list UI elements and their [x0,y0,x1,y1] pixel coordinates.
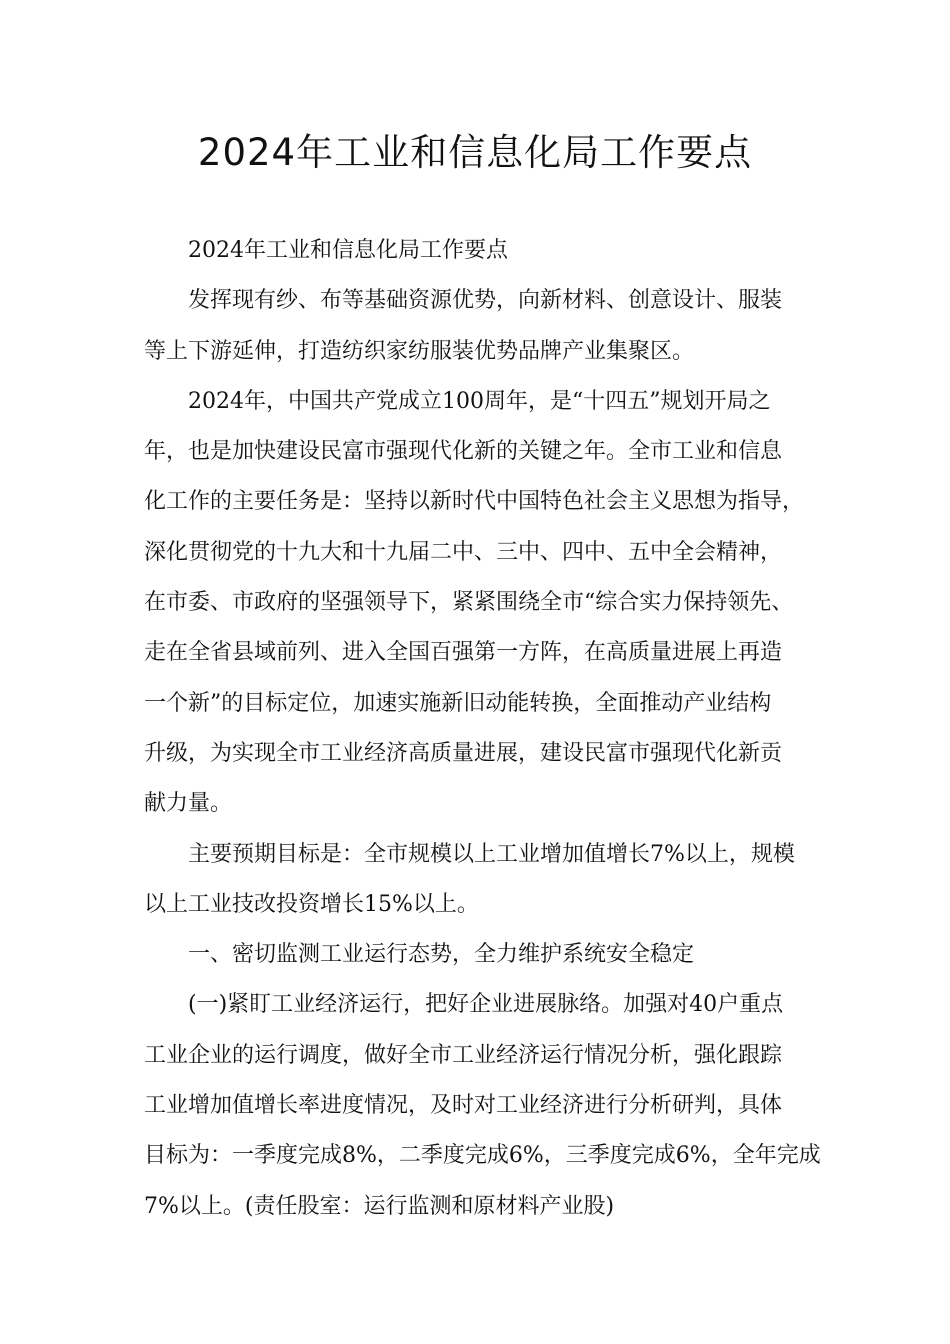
paragraph-line: 主要预期目标是：全市规模以上工业增加值增长7%以上，规模 [188,841,795,867]
paragraph-line: 以上工业技改投资增长15%以上。 [144,891,479,917]
paragraph-line: 在市委、市政府的坚强领导下，紧紧围绕全市“综合实力保持领先、 [144,590,794,616]
paragraph-line: 献力量。 [144,791,233,817]
paragraph-line: 一个新”的目标定位，加速实施新旧动能转换，全面推动产业结构 [144,690,772,716]
paragraph-line: 2024年工业和信息化局工作要点 [188,238,508,263]
paragraph-line: 走在全省县域前列、进入全国百强第一方阵，在高质量进展上再造 [144,640,783,666]
paragraph-line: 2024年，中国共产党成立100周年，是“十四五”规划开局之 [188,388,771,414]
paragraph-line: 深化贯彻党的十九大和十九届二中、三中、四中、五中全会精神， [144,539,783,565]
paragraph-line: (一)紧盯工业经济运行，把好企业进展脉络。加强对40户重点 [188,992,784,1018]
paragraph-line: 等上下游延伸，打造纺织家纺服装优势品牌产业集聚区。 [144,338,695,364]
section-heading: 一、密切监测工业运行态势，全力维护系统安全稳定 [188,942,695,968]
document-body [144,226,824,1232]
paragraph-line: 工业企业的运行调度，做好全市工业经济运行情况分析，强化跟踪 [144,1042,783,1068]
paragraph-line: 升级，为实现全市工业经济高质量进展，建设民富市强现代化新贡 [144,740,783,766]
paragraph-line: 工业增加值增长率进度情况，及时对工业经济进行分析研判，具体 [144,1093,783,1119]
document-title: 2024年工业和信息化局工作要点 [197,131,753,174]
paragraph-line: 发挥现有纱、布等基础资源优势，向新材料、创意设计、服装 [188,288,783,314]
paragraph-line: 年，也是加快建设民富市强现代化新的关键之年。全市工业和信息 [144,439,783,465]
paragraph-line: 7%以上。(责任股室：运行监测和原材料产业股) [144,1193,615,1219]
paragraph-line: 化工作的主要任务是：坚持以新时代中国特色社会主义思想为指导， [144,489,805,515]
paragraph-line: 目标为：一季度完成8%，二季度完成6%，三季度完成6%，全年完成 [144,1143,821,1169]
